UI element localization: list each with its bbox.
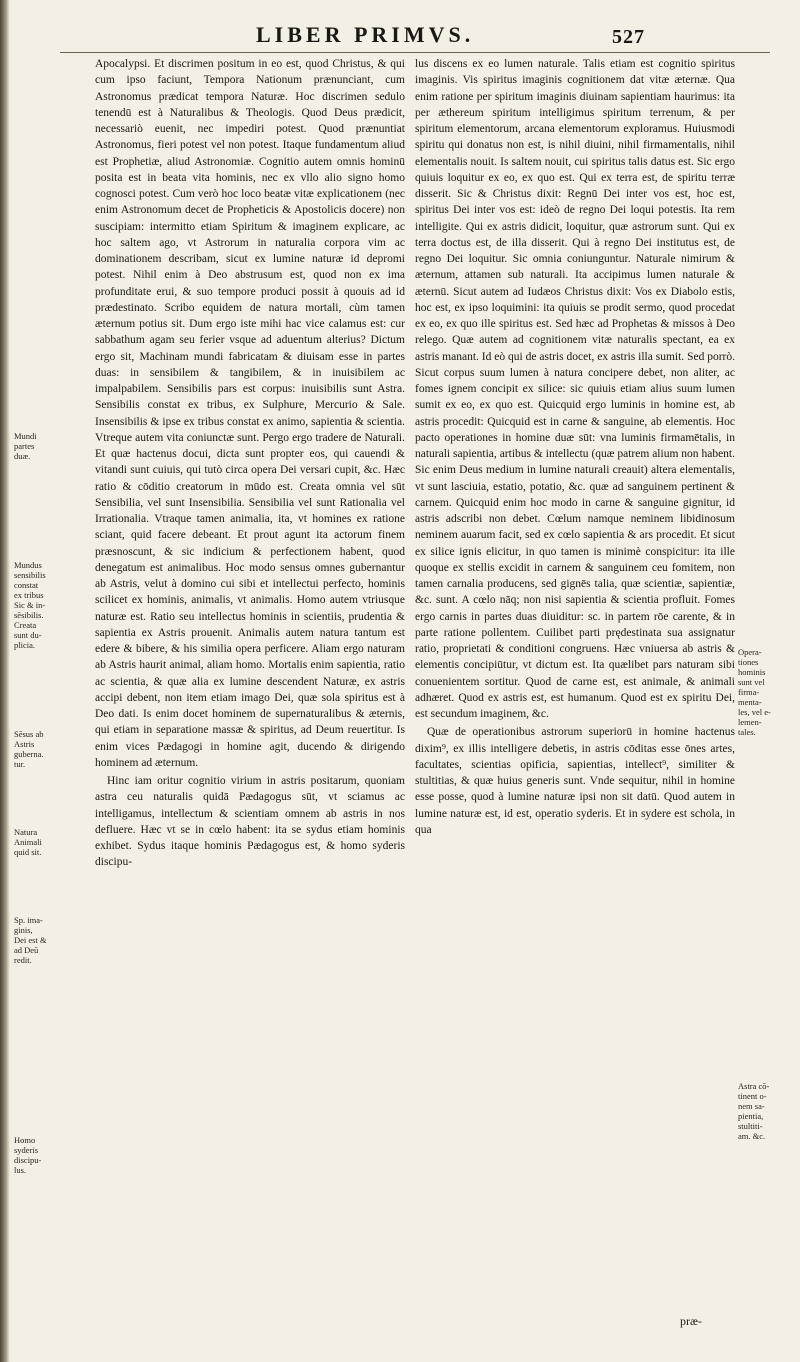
left-paragraph-2: Hinc iam oritur cognitio virium in astris positarum, quoniam astra ceu naturalis quidā Pædagogus sūt, vt sciamus ac intelligamus, intellectum & scientiam omnem ab astris in nos defluere. Hæc vt se in cœlo habent: ita se sydus etiam hominis exhibet. Sydus itaque hominis Pædagogus est, & homo syderis discipu-: [95, 775, 405, 869]
header-rule: [60, 52, 770, 53]
margin-note-spiritus: Sp. ima- ginis, Dei est & ad Deū redit.: [14, 915, 47, 965]
margin-note-sensus: Sēsus ab Astris guberna. tur.: [14, 729, 44, 769]
margin-note-operationes: Opera- tiones hominis sunt vel firma- menta- les, vel e- lemen- tales.: [738, 647, 771, 737]
margin-note-natura: Natura Animali quid sit.: [14, 827, 42, 857]
book-title: LIBER PRIMVS.: [256, 22, 475, 47]
running-header: [256, 22, 645, 52]
left-paragraph-1: Apocalypsi. Et discrimen positum in eo est, quod Christus, & qui cum ipso faciunt, Tempora Nationum prænunciant, cum Astronomus prædicat tempora Naturæ. Hoc discrimen sedulo tenendū est à Naturalibus & Theologis. Quod Deus prædicit, necessariò euenit, nec impediri potest. Quod prænuntiat Astronomus, fieri potest vel non potest. Itaque fundamentum aliud est Prophetiæ, aliud Astronomiæ. Cognitio autem omnis hominū posita est in beata vita hominis, nec ex vllo alio signo homo cognosci potest. Cum verò hoc loco beatæ vitæ explicationem (nec enim Astronomum decet de Propheticis & Apostolicis docere) non suscipiam: intermitto etiam Spiritum & imaginem explicare, ac hoc saltem ago, vt Astrorum in naturalia corpora vim ac dominationem describam, sicut ex lumine naturæ id depromi potest. Nihil enim à Deo abstrusum est, quod non ex ima profunditate erui, & suo tempore produci possit à quouis ad id prædestinato. Scribo equidem de natura mortali, cùm tamen æternum potius sit. Dum ergo iste mihi hac vice calamus est: cur sabbathum agam seu ferier vsque ad aduentum alterius? Dictum ergo sit, Machinam mundi fabricatam & diuisam esse in partes duas: in sensibilem & tangibilem, & in inuisibilem ac impalpabilem. Sensibilis pars est corpus: inuisibilis sunt Astra. Sensibilis constat ex tribus, ex Sulphure, Mercurio & Sale. Insensibilis & ipse ex tribus constat ex animo, sapientia & scientia. Vtreque autem vita coniunctæ sunt. Pergo ergo tradere de Naturali. Et quæ hactenus docui, dicta sunt propter eos, qui cauendi & vitandi sunt cuiuis, qui tutò circa opera Dei versari cupit, &c. Hæc ratio & cōditio creatorum in mūdo est. Creata omnia vel sūt Sensibilia, vel sunt Insensibilia. Sensibilia vel sunt Rationalia vel Irrationalia. Vtraque tamen animalia, ita, vt homines ex ratione sciant, quid facere debeant. Et prout agunt ita actorum finem præsnoscunt, & sic indicium & perfectionem habent, quod denegatum est animalibus. Hoc modo sensus omnes gubernantur ab Astris, velut à domino cui sibi et intellectui perfecto, hominis scilicet ex hominis, animalis, vt animalis. Homo autem vtriusque naturæ est. Ratio seu intellectus hominis in scientiis, prudentia & sapientia ex Astris prouenit. Animalis autem natura tantum est edere & bibere, & his similia opera perficere. Aliam ergo naturam ab Astris haurit animal, aliam homo. Mortalis enim sapientia, ratio ac scientia, & quæ alia ex lumine descendent Naturæ, ex astris accipi debent, non item etiam imago Dei, quæ sola spiritus est à Deo dati. Is enim docet hominem de supernaturalibus & æternis, qui etiam in separatione massæ & spiritus, ad Deum reuertitur. Is enim vices Pædagogi in homine agit, ducendo & dirigendo hominem ad æternum.: [95, 58, 405, 769]
left-text-column: [95, 56, 405, 1346]
catchword: præ-: [680, 1314, 702, 1328]
page-number: 527: [612, 26, 645, 48]
right-paragraph-2: Quæ de operationibus astrorum superiorū in homine hactenus dixim⁹, ex illis intelligere debetis, in astris cōditas esse ōnes artes, facultates, scientias opificia, sapientias, intellect⁹, similiter & stultitias, & quæ huius generis sunt. Vnde sequitur, nihil in homine esse posse, quod à lumine naturæ ipsi non sit datū. Quod autem in lumine naturæ est, id est, operatio syderis. Et in sydere est schola, in qua: [415, 726, 735, 836]
right-text-column: [415, 56, 735, 1346]
margin-note-mundus: Mundus sensibilis constat ex tribus Sic & in- sēsibilis. Creata sunt du- plicia.: [14, 560, 46, 650]
right-paragraph-1: lus discens ex eo lumen naturale. Talis etiam est cognitio spiritus imaginis. Vis spiritus imaginis cognitionem dat vitæ æternæ. Qua enim ratione per spiritum imaginis diuinam sapientiam haurimus: ita per æthereum spiritum intelligimus spiritum terrenum, & per spiritum elementorum, arcana elementorum exploramus. Huiusmodi spiritu qui donatus non est, is nihil diuini, nihil firmamentalis, nihil elementalis nouit. Is saltem nouit, cui spiritus talis datus est. Sic ergo quiuis loquitur ex eo, ex quo est. Qui ex terra est, de spiritu terræ disserit. Sic & Christus dixit: Regnū Dei inter vos est, hoc est, spiritus Dei inter vos est: ideò de regno Dei loqui potestis. Ita rem intelligite. Qui ex astris didicit, loquitur, quæ astrorum sunt. Qui ex terra doctus est, de illa disserit. Qui à regno Dei institutus est, de regno Dei loquitur. Sic omnia coniunguntur. Naturale nimirum & æternum, attamen sub naturali. Ita accipimus lumen naturale & æternū. Sicut autem ad Iudæos Christus dixit: Vos ex Diabolo estis, hoc est, ex ipso loquimini: ita quiuis se prodit sermo, quod procedat ex eo, ex quo ille spiritus est. Sed hæc ad Prophetas & missos à Deo relego. Quæ autem ad cognitionem vitæ naturalis spectant, ea ex astris manant. Id eò qui de astris docet, ex astris illa sumit. Sed porrò. Sicut corpus suum lumen à natura concipere debet, non aliter, ac fomes ignem concipit ex silice: sic quiuis etiam alius suum lumen sumit ex eo, ex quo est. Quicquid ergo luminis in homine est, ab astris procedit: Quicquid est in carne & sanguine, ab elementis. Hoc pacto operationes in homine duæ sūt: vna luminis firmamētalis, in naturali sapientia, artibus & intellectu (quæ patrem alium non habent. Sic enim Deus medium in lumine naturali creauit) altera elementalis, vt sunt lasciuia, estatio, potatio, &c. quæ ad sanguinem pertinent & carnem. Quicquid enim hoc modo in carne & sanguine gignitur, id astris adscribi non debet. Cœlum namque neminem libidinosum neminem auarum facit, sed ex cœlo sapientia & ars procedit. Et sicut ex silice ignis elicitur, in quo tamen is minimè conspicitur: ita ille quoque ex stellis excidit in carnem & sanguinem ceu fomitem, non tamen carnalia producens, sed gignēs talia, quæ scientiæ, sapientiæ, &c. sunt. A cœlo nāq; non nisi sapientia & scientia profluit. Fomes ergo carnis in partes duas diuiditur: sc. in partem rōe carente, & in parte ratione pollentem. Cuilibet parti prędestinata sua assignatur ratio, proprietati & conditioni congruens. Hæc vniuersa ab astris & elementis concipiūtur, vt dictum est. Ita quælibet pars naturam sibi conuenientem sortitur. Quod de carne est, est animale, & animali adhæret. Quod ex astris est, est humanum. Quod est ex spiritu Dei, est secundum imaginem, &c.: [415, 58, 735, 720]
margin-note-homo: Homo syderis discipu- lus.: [14, 1135, 42, 1175]
margin-note-mundi-partes: Mundi partes duæ.: [14, 431, 37, 461]
margin-note-astra: Astra cō- tinent o- nem sa- pientia, stultiti- am. &c.: [738, 1081, 770, 1141]
page-binding-edge: [0, 0, 10, 1362]
